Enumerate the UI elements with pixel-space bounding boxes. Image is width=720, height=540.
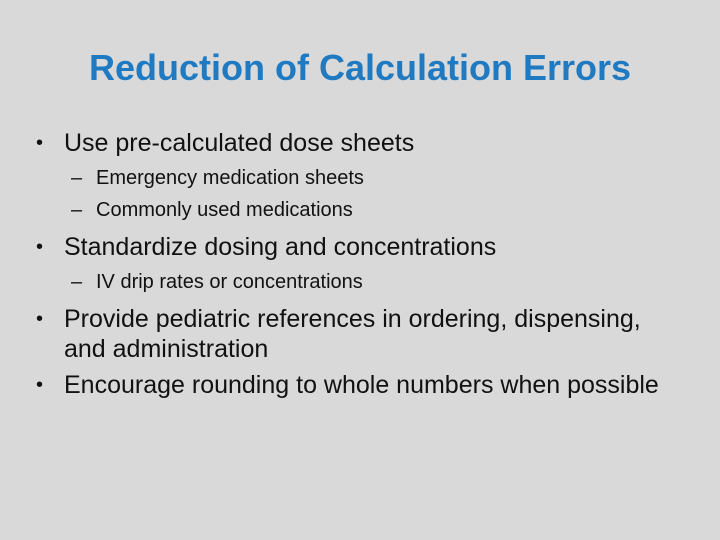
sub-bullet-item xyxy=(36,266,686,298)
slide-title: Reduction of Calculation Errors xyxy=(88,47,632,88)
bullet-marker: • xyxy=(36,132,44,154)
bullet-text: Provide pediatric references in ordering, dispensing, and administration xyxy=(64,305,641,363)
bullet-item xyxy=(36,370,686,400)
bullet-item xyxy=(36,232,686,262)
bullet-text: Encourage rounding to whole numbers when possible xyxy=(64,371,659,399)
bullet-text: Standardize dosing and concentrations xyxy=(64,233,497,261)
bullet-marker: • xyxy=(36,236,44,258)
sub-bullet-text: Emergency medication sheets xyxy=(96,167,364,189)
bullet-marker: • xyxy=(36,308,44,330)
sub-bullet-marker: – xyxy=(71,271,83,293)
bullet-item xyxy=(36,128,686,158)
sub-bullet-marker: – xyxy=(71,167,83,189)
bullet-marker: • xyxy=(36,374,44,396)
bullet-text: Use pre-calculated dose sheets xyxy=(64,129,415,157)
sub-bullet-text: IV drip rates or concentrations xyxy=(96,271,363,293)
sub-bullet-item xyxy=(36,162,686,194)
bullet-list xyxy=(36,128,686,400)
sub-bullet-item xyxy=(36,194,686,226)
sub-bullet-marker: – xyxy=(71,199,83,221)
sub-bullet-text: Commonly used medications xyxy=(96,199,353,221)
bullet-item xyxy=(36,304,686,364)
